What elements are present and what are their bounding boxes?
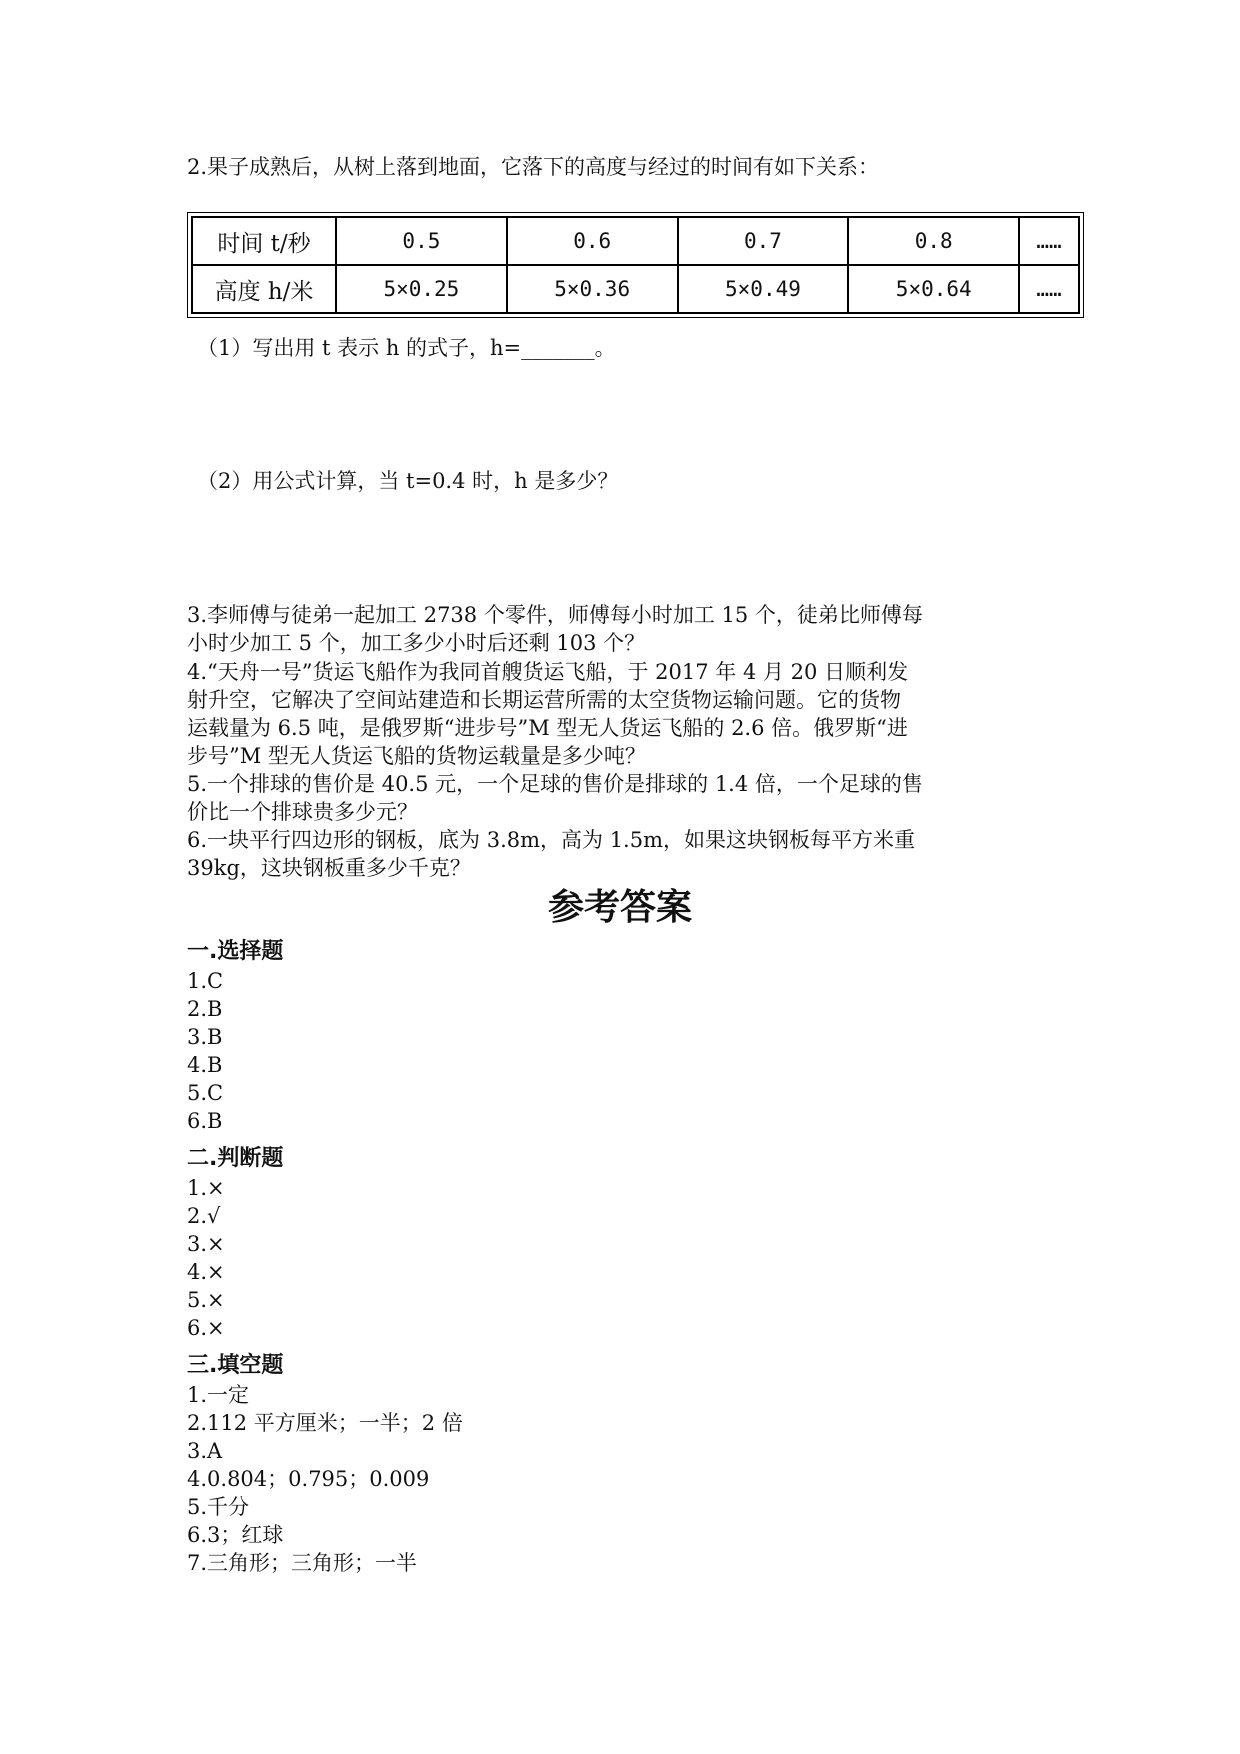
answer-item: 5.× <box>187 1288 225 1312</box>
table-cell: 时间 t/秒 <box>191 216 337 266</box>
table-cell: …… <box>1020 266 1080 314</box>
answer-item: 5.千分 <box>187 1495 250 1519</box>
section-heading-fill: 三.填空题 <box>187 1353 284 1378</box>
table-cell: 0.6 <box>508 216 679 266</box>
table-cell: 5×0.49 <box>679 266 850 314</box>
answer-item: 7.三角形；三角形；一半 <box>187 1551 418 1575</box>
answer-item: 3.× <box>187 1232 225 1256</box>
answer-item: 1.C <box>187 969 224 993</box>
table-row-height <box>191 266 1080 314</box>
table-cell: 0.7 <box>679 216 850 266</box>
question-6-line-2: 39kg，这块钢板重多少千克？ <box>187 856 471 880</box>
question-4-line-3: 运载量为 6.5 吨，是俄罗斯“进步号”M 型无人货运飞船的 2.6 倍。俄罗斯“进 <box>187 716 908 740</box>
question-6-line-1: 6.一块平行四边形的钢板，底为 3.8m，高为 1.5m，如果这块钢板每平方米重 <box>187 828 916 852</box>
answer-item: 2.112 平方厘米；一半；2 倍 <box>187 1411 463 1435</box>
table-cell: 5×0.64 <box>849 266 1020 314</box>
fall-height-table <box>187 212 1084 318</box>
table-cell: 高度 h/米 <box>191 266 337 314</box>
answer-item: 1.一定 <box>187 1383 250 1407</box>
answer-item: 5.C <box>187 1081 224 1105</box>
answer-item: 4.× <box>187 1260 225 1284</box>
answer-item: 4.0.804；0.795；0.009 <box>187 1467 430 1491</box>
question-2-stem: 2.果子成熟后，从树上落到地面，它落下的高度与经过的时间有如下关系： <box>187 155 880 179</box>
answer-item: 3.A <box>187 1439 223 1463</box>
table-cell: 0.8 <box>849 216 1020 266</box>
question-2-sub1: （1）写出用 t 表示 h 的式子，h=_______。 <box>197 336 616 360</box>
table-cell: 5×0.25 <box>337 266 508 314</box>
answer-item: 2.√ <box>187 1204 221 1228</box>
answer-item: 4.B <box>187 1053 223 1077</box>
section-heading-judgement: 二.判断题 <box>187 1146 284 1171</box>
table-cell: …… <box>1020 216 1080 266</box>
answer-item: 1.× <box>187 1176 225 1200</box>
answers-title: 参考答案 <box>547 887 692 928</box>
section-heading-choice: 一.选择题 <box>187 939 284 964</box>
question-3-line-1: 3.李师傅与徒弟一起加工 2738 个零件，师傅每小时加工 15 个，徒弟比师傅每 <box>187 603 923 627</box>
question-5-line-1: 5.一个排球的售价是 40.5 元，一个足球的售价是排球的 1.4 倍，一个足球的售 <box>187 772 923 796</box>
table-cell: 5×0.36 <box>508 266 679 314</box>
question-4-line-4: 步号”M 型无人货运飞船的货物运载量是多少吨？ <box>187 744 646 768</box>
answer-item: 6.× <box>187 1316 225 1340</box>
answer-item: 6.3；红球 <box>187 1523 284 1547</box>
question-2-sub2: （2）用公式计算，当 t=0.4 时，h 是多少？ <box>197 469 619 493</box>
answer-item: 3.B <box>187 1025 223 1049</box>
question-3-line-2: 小时少加工 5 个，加工多少小时后还剩 103 个？ <box>187 631 646 655</box>
answer-item: 6.B <box>187 1109 223 1133</box>
question-4-line-2: 射升空，它解决了空间站建造和长期运营所需的太空货物运输问题。它的货物 <box>187 688 901 712</box>
table-row-time <box>191 216 1080 266</box>
table-cell: 0.5 <box>337 216 508 266</box>
question-5-line-2: 价比一个排球贵多少元？ <box>187 800 418 824</box>
answer-item: 2.B <box>187 997 223 1021</box>
question-4-line-1: 4.“天舟一号”货运飞船作为我同首艘货运飞船，于 2017 年 4 月 20 日顺利发 <box>187 660 909 684</box>
